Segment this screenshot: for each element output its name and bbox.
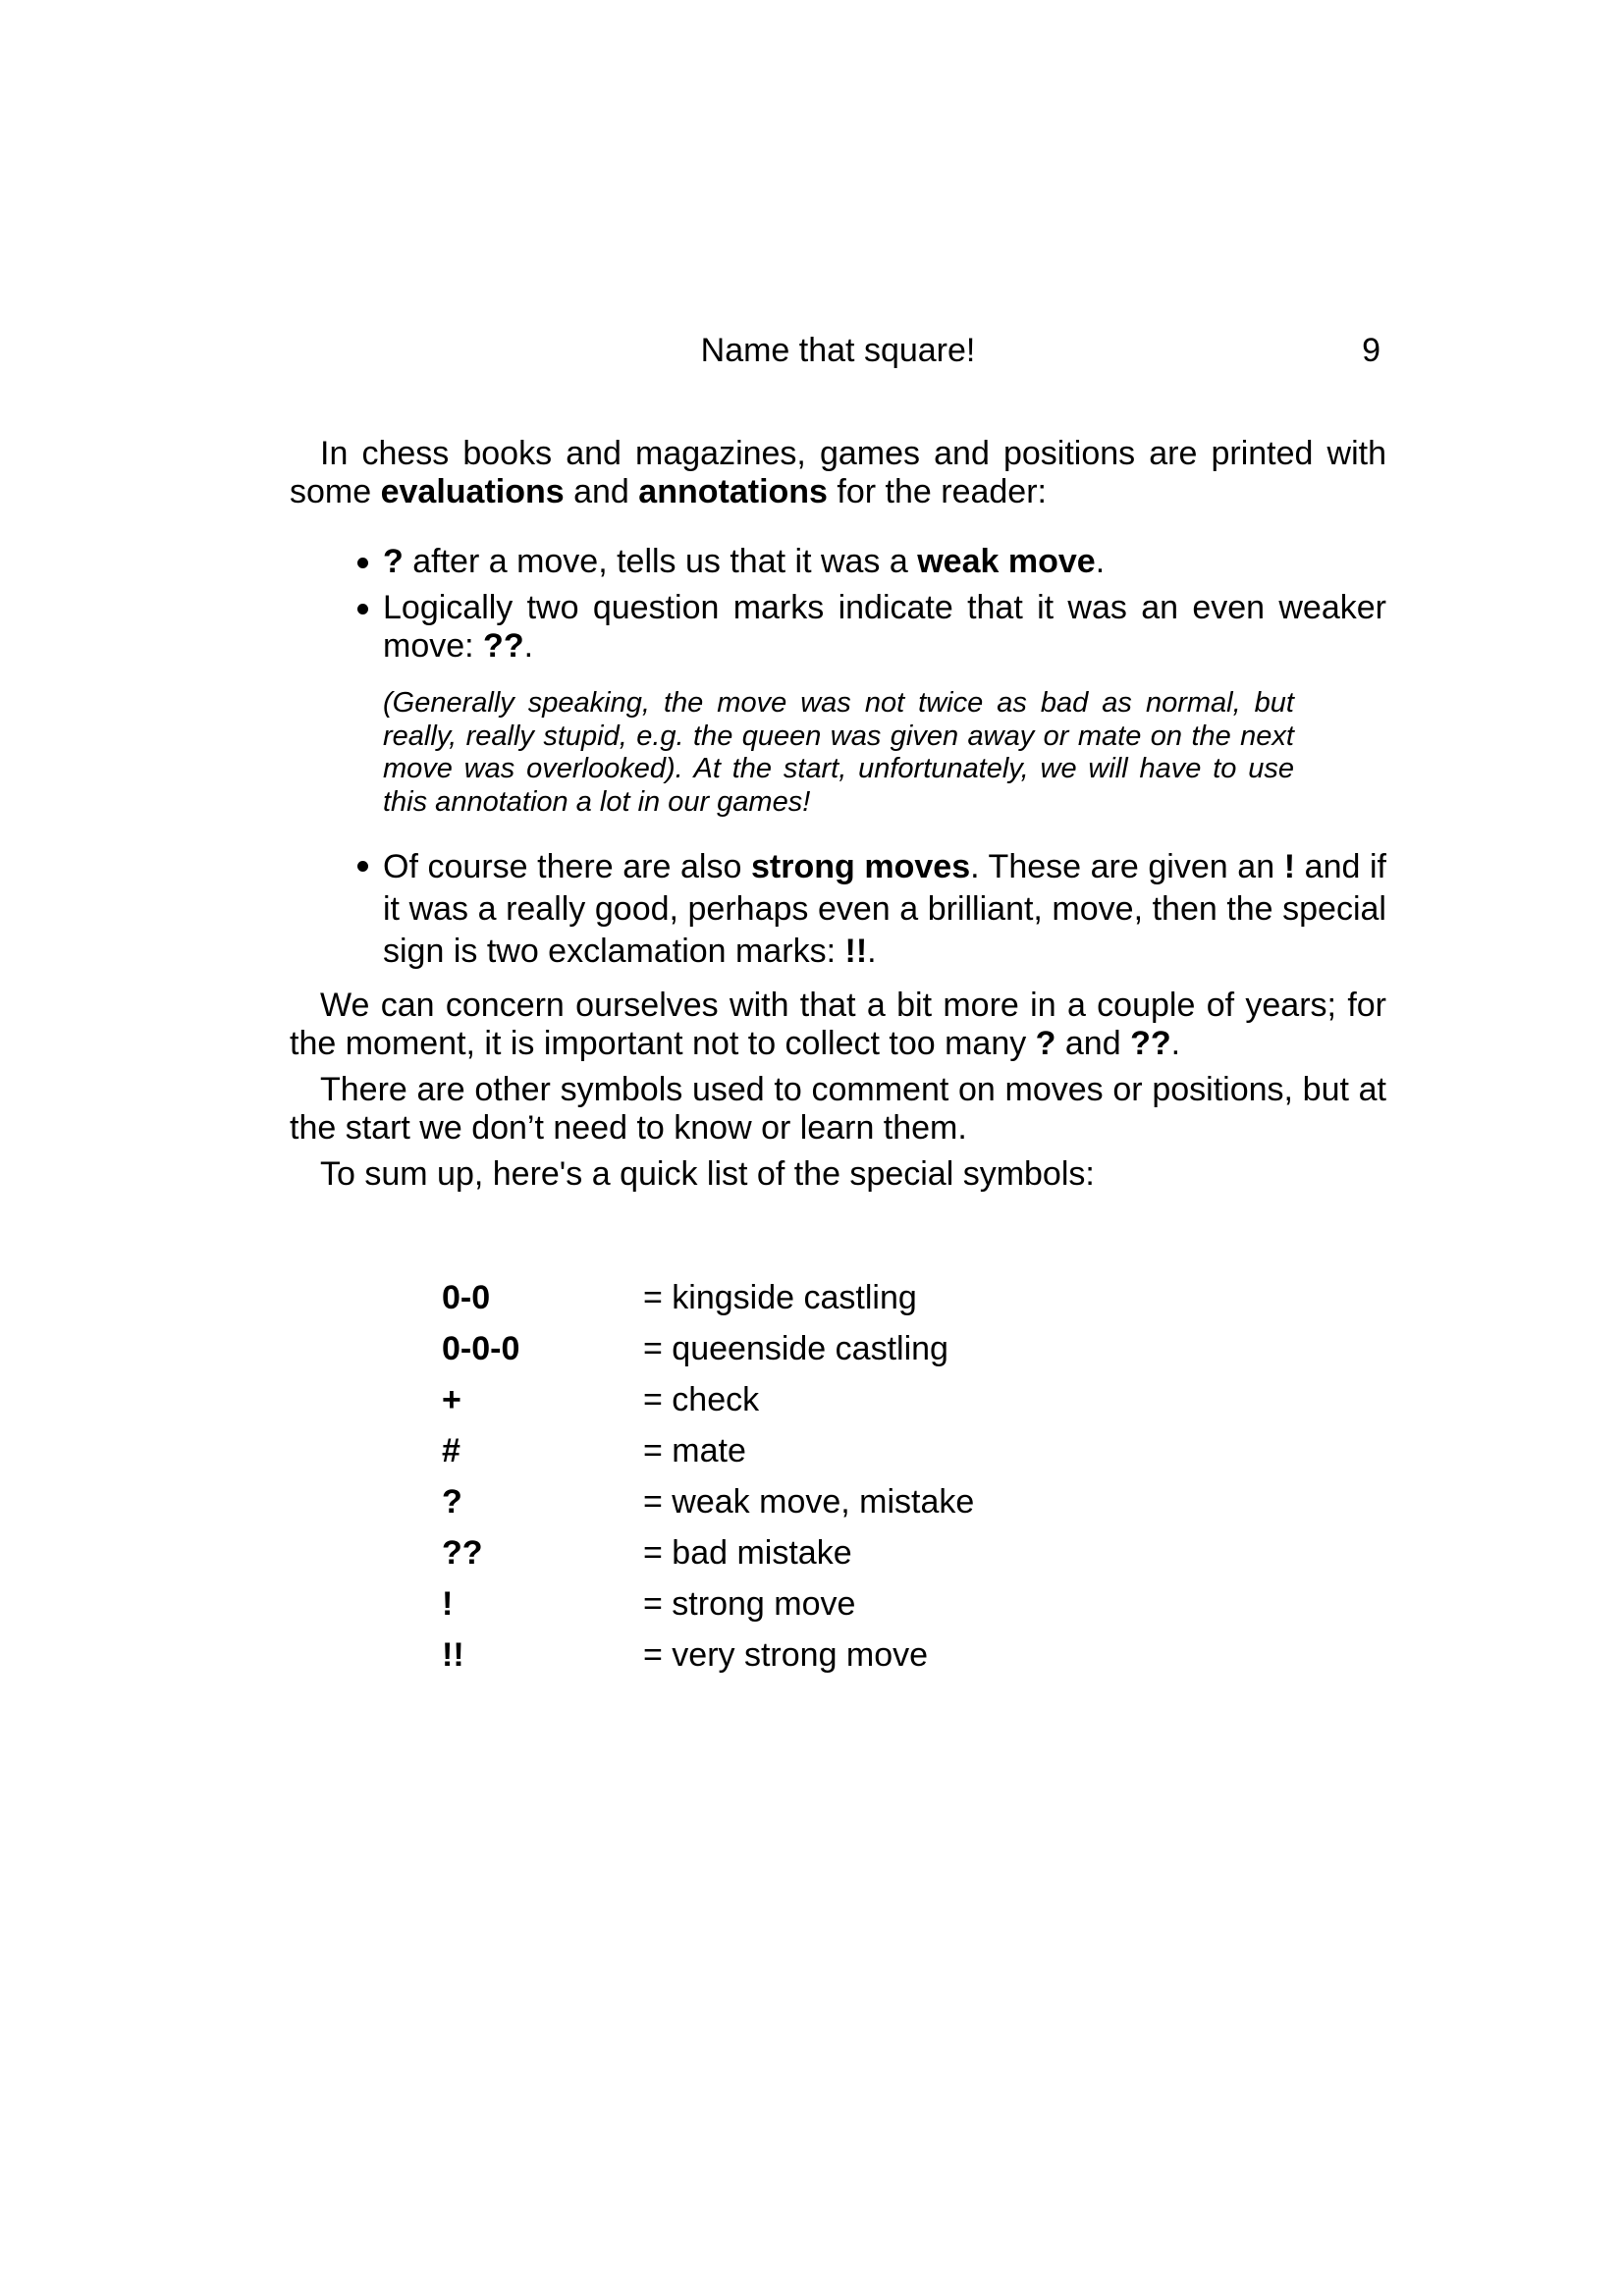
- text-block: [290, 0, 1386, 1687]
- definition-cell: = check: [643, 1381, 760, 1418]
- list-item: [290, 589, 1386, 666]
- symbol-cell: !: [442, 1585, 454, 1623]
- table-row: [442, 1585, 1386, 1636]
- symbol-cell: ??: [442, 1534, 483, 1572]
- bullet-icon: [357, 558, 368, 568]
- table-row: [442, 1381, 1386, 1432]
- bullet-list-evaluations: [290, 543, 1386, 666]
- bullet-icon: [357, 861, 368, 872]
- table-row: [442, 1279, 1386, 1330]
- symbol-cell: 0-0-0: [442, 1330, 520, 1367]
- definition-cell: = bad mistake: [643, 1534, 852, 1572]
- symbol-cell: !!: [442, 1636, 464, 1674]
- list-item: [290, 846, 1386, 973]
- definition-cell: = kingside castling: [643, 1279, 917, 1316]
- paragraph-concern: We can concern ourselves with that a bit more in a couple of years; for the moment, it is important not to collect too many ? and ??.: [290, 987, 1386, 1062]
- page-header: [290, 332, 1386, 370]
- symbol-cell: ?: [442, 1483, 462, 1521]
- table-row: [442, 1534, 1386, 1585]
- definition-cell: = strong move: [643, 1585, 856, 1623]
- bullet-text-weaker-move: Logically two question marks indicate that it was an even weaker move: ??.: [383, 589, 1386, 665]
- symbol-cell: 0-0: [442, 1279, 491, 1316]
- bullet-icon: [357, 604, 368, 614]
- paragraph-intro: In chess books and magazines, games and positions are printed with some evaluations and annotations for the reader:: [290, 435, 1386, 510]
- bullet-text-strong-moves: Of course there are also strong moves. These are given an ! and if it was a really good, perhaps even a brilliant, move, then the special sign is two exclamation marks: !!.: [383, 848, 1386, 970]
- definition-cell: = queenside castling: [643, 1330, 948, 1367]
- page-number: 9: [1362, 332, 1380, 369]
- note-paragraph: (Generally speaking, the move was not twice as bad as normal, but really, really stupid, e.g. the queen was given away or mate on the next move was overlooked). At the start, unfortunately, we will have to use this annotation a lot in our games!: [383, 687, 1294, 818]
- running-title: Name that square!: [700, 332, 976, 369]
- paragraph-sum-up: To sum up, here's a quick list of the special symbols:: [320, 1155, 1095, 1193]
- definition-cell: = very strong move: [643, 1636, 929, 1674]
- symbol-cell: #: [442, 1432, 460, 1469]
- table-row: [442, 1330, 1386, 1381]
- symbol-cell: +: [442, 1381, 461, 1418]
- list-item: [290, 543, 1386, 581]
- bullet-list-strong-moves: [290, 846, 1386, 973]
- definition-cell: = weak move, mistake: [643, 1483, 975, 1521]
- table-row: [442, 1432, 1386, 1483]
- bullet-text-weak-move: ? after a move, tells us that it was a weak move.: [383, 543, 1106, 580]
- table-row: [442, 1483, 1386, 1534]
- paragraph-other-symbols: There are other symbols used to comment on moves or positions, but at the start we don’t need to know or learn them.: [290, 1071, 1386, 1147]
- definition-cell: = mate: [643, 1432, 746, 1469]
- symbols-table: [442, 1279, 1386, 1687]
- table-row: [442, 1636, 1386, 1687]
